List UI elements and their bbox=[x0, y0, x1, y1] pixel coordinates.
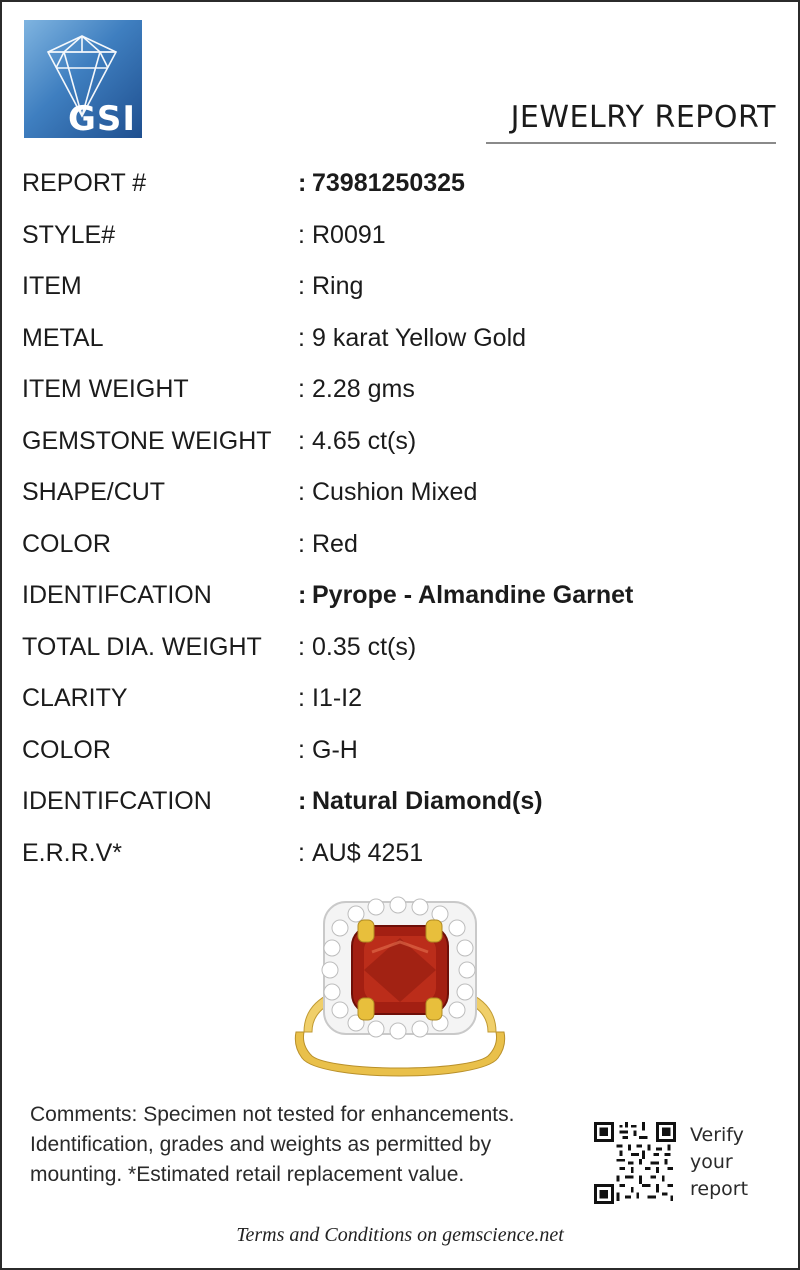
detail-row bbox=[2, 570, 798, 622]
gsi-logo bbox=[24, 20, 142, 138]
detail-separator: : bbox=[298, 581, 307, 610]
detail-value: I1-I2 bbox=[312, 684, 363, 713]
detail-row bbox=[2, 622, 798, 674]
detail-value: 2.28 gms bbox=[312, 375, 415, 404]
detail-label: E.R.R.V* bbox=[22, 838, 123, 867]
detail-separator: : bbox=[298, 478, 305, 507]
detail-value: Natural Diamond(s) bbox=[312, 787, 543, 816]
page-title: JEWELRY REPORT bbox=[510, 100, 776, 135]
verify-report-label: Verify your report bbox=[690, 1124, 749, 1200]
detail-separator: : bbox=[298, 169, 307, 198]
detail-label: GEMSTONE WEIGHT bbox=[22, 426, 272, 455]
detail-separator: : bbox=[298, 735, 305, 764]
detail-row bbox=[2, 467, 798, 519]
detail-separator: : bbox=[298, 375, 305, 404]
detail-value: Cushion Mixed bbox=[312, 478, 478, 507]
detail-label: IDENTIFCATION bbox=[22, 581, 212, 610]
verify-report-block bbox=[594, 1122, 784, 1218]
detail-value: 0.35 ct(s) bbox=[312, 632, 417, 661]
detail-label: CLARITY bbox=[22, 684, 128, 713]
detail-separator: : bbox=[298, 323, 305, 352]
detail-label: METAL bbox=[22, 323, 104, 352]
detail-separator: : bbox=[298, 272, 305, 301]
detail-label: IDENTIFCATION bbox=[22, 787, 212, 816]
detail-label: ITEM bbox=[22, 272, 82, 301]
detail-value: Pyrope - Almandine Garnet bbox=[312, 581, 634, 610]
detail-row bbox=[2, 261, 798, 313]
detail-label: STYLE# bbox=[22, 220, 116, 249]
detail-label: TOTAL DIA. WEIGHT bbox=[22, 632, 262, 661]
detail-separator: : bbox=[298, 787, 307, 816]
detail-row bbox=[2, 364, 798, 416]
detail-row bbox=[2, 519, 798, 571]
detail-row bbox=[2, 416, 798, 468]
detail-row bbox=[2, 776, 798, 828]
detail-label: SHAPE/CUT bbox=[22, 478, 166, 507]
detail-label: ITEM WEIGHT bbox=[22, 375, 189, 404]
detail-row bbox=[2, 828, 798, 880]
detail-label: COLOR bbox=[22, 529, 111, 558]
detail-separator: : bbox=[298, 632, 305, 661]
gsi-logo-text: GSI bbox=[67, 99, 136, 138]
detail-value: 4.65 ct(s) bbox=[312, 426, 417, 455]
detail-separator: : bbox=[298, 684, 305, 713]
detail-row bbox=[2, 725, 798, 777]
garnet-halo-ring-photo bbox=[260, 882, 540, 1082]
detail-row bbox=[2, 313, 798, 365]
report-header bbox=[2, 2, 798, 152]
detail-row bbox=[2, 158, 798, 210]
detail-row bbox=[2, 210, 798, 262]
detail-value: Ring bbox=[312, 272, 364, 301]
qr-code[interactable] bbox=[594, 1122, 676, 1204]
terms-and-conditions: Terms and Conditions on gemscience.net bbox=[236, 1224, 564, 1246]
detail-separator: : bbox=[298, 838, 305, 867]
detail-separator: : bbox=[298, 426, 305, 455]
detail-value: 73981250325 bbox=[312, 169, 465, 198]
detail-label: REPORT # bbox=[22, 169, 147, 198]
detail-value: R0091 bbox=[312, 220, 386, 249]
report-details bbox=[2, 158, 798, 879]
detail-value: Red bbox=[312, 529, 358, 558]
detail-row bbox=[2, 673, 798, 725]
detail-label: COLOR bbox=[22, 735, 111, 764]
title-divider bbox=[486, 142, 776, 144]
detail-value: AU$ 4251 bbox=[312, 838, 424, 867]
detail-value: 9 karat Yellow Gold bbox=[312, 323, 527, 352]
detail-value: G-H bbox=[312, 735, 358, 764]
comments-text: Comments: Specimen not tested for enhancements. Identification, grades and weights as permitted by mounting. *Estimated retail replacement value. bbox=[30, 1103, 515, 1186]
detail-separator: : bbox=[298, 529, 305, 558]
product-image-area bbox=[2, 882, 798, 1082]
detail-separator: : bbox=[298, 220, 305, 249]
